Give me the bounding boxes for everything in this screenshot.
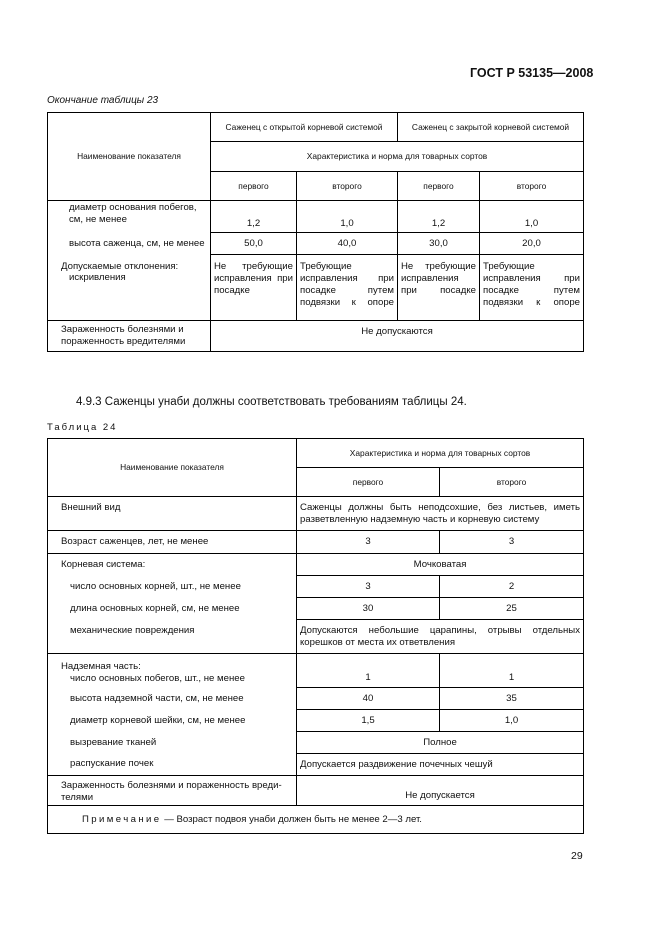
t24-row-label: вызревание тканей bbox=[48, 732, 297, 754]
t24-header-indicator: Наименование показателя bbox=[48, 439, 297, 497]
t24-cell: 1 bbox=[297, 654, 440, 688]
standard-header: ГОСТ Р 53135—2008 bbox=[470, 66, 594, 80]
note-text: — Возраст подвоя унаби должен быть не менее 2—3 лет. bbox=[164, 813, 422, 825]
t24-cell: Допускается раздвижение почечных чешуй bbox=[297, 754, 584, 776]
t24-row-label: Зараженность болезнями и пораженность вредителями bbox=[48, 776, 297, 806]
t23-header-closed-root: Саженец с закрытой корневой системой bbox=[398, 113, 584, 142]
table24-caption: Таблица 24 bbox=[47, 422, 118, 433]
t24-grade-first: первого bbox=[297, 468, 440, 497]
note-prefix: Примечание bbox=[82, 813, 162, 825]
table-note-row bbox=[48, 806, 584, 834]
t23-grade-second: второго bbox=[297, 172, 398, 201]
t23-cell: 1,2 bbox=[211, 201, 297, 233]
t24-note bbox=[48, 806, 584, 834]
table-row bbox=[48, 233, 584, 255]
t23-header-indicator: Наименование показателя bbox=[48, 113, 211, 201]
t23-row-label: диаметр основания побегов, см, не менее bbox=[48, 201, 211, 233]
t24-cell: 1,5 bbox=[297, 710, 440, 732]
t24-cell: 3 bbox=[297, 576, 440, 598]
paragraph-4-9-3: 4.9.3 Саженцы унаби должны соответствовать требованиям таблицы 24. bbox=[76, 396, 467, 408]
t24-cell: 2 bbox=[440, 576, 584, 598]
t23-curvature-label: искривления bbox=[69, 272, 126, 284]
t24-cell: 40 bbox=[297, 688, 440, 710]
t24-cell: Не допускается bbox=[297, 776, 584, 806]
table-row bbox=[48, 497, 584, 531]
t24-row-label: высота надземной части, см, не менее bbox=[48, 688, 297, 710]
t23-row-label: высота саженца, см, не менее bbox=[48, 233, 211, 255]
t23-header-open-root: Саженец с открытой корневой системой bbox=[211, 113, 398, 142]
t23-cell: 50,0 bbox=[211, 233, 297, 255]
t23-cell: Не требующие исправления при посадке bbox=[398, 255, 480, 321]
t23-cell: 1,0 bbox=[297, 201, 398, 233]
t24-row-label bbox=[48, 654, 297, 688]
table-row bbox=[48, 732, 584, 754]
t24-row-label: Внешний вид bbox=[48, 497, 297, 531]
t24-row-label: Возраст саженцев, лет, не менее bbox=[48, 531, 297, 554]
t24-shoots-label: число основных побегов, шт., не менее bbox=[70, 672, 245, 684]
t23-row-label: Зараженность болезнями и пораженность вредителями bbox=[48, 321, 211, 352]
t23-grade-first: первого bbox=[398, 172, 480, 201]
t24-row-label: распускание почек bbox=[48, 754, 297, 776]
t23-grade-first: первого bbox=[211, 172, 297, 201]
t23-cell: 1,0 bbox=[480, 201, 584, 233]
table-row bbox=[48, 321, 584, 352]
t23-cell: 40,0 bbox=[297, 233, 398, 255]
t24-cell: 35 bbox=[440, 688, 584, 710]
t23-row-label bbox=[48, 255, 211, 321]
table-row bbox=[48, 776, 584, 806]
t24-cell: Допускаются небольшие царапины, отрывы отдельных корешков от места их ответвления bbox=[297, 620, 584, 654]
table-row bbox=[48, 201, 584, 233]
table-row bbox=[48, 754, 584, 776]
t24-cell: 3 bbox=[297, 531, 440, 554]
t24-header-char-norm: Характеристика и норма для товарных сортов bbox=[297, 439, 584, 468]
t23-header-char-norm: Характеристика и норма для товарных сортов bbox=[211, 142, 584, 172]
t23-cell: 30,0 bbox=[398, 233, 480, 255]
t24-cell: Мочковатая bbox=[297, 554, 584, 576]
t23-grade-second: второго bbox=[480, 172, 584, 201]
t24-row-label: Корневая система: bbox=[48, 554, 297, 576]
table-23 bbox=[47, 112, 584, 352]
t24-cell: 1,0 bbox=[440, 710, 584, 732]
t24-row-label: длина основных корней, см, не менее bbox=[48, 598, 297, 620]
t24-row-label: механические повреждения bbox=[48, 620, 297, 654]
t23-cell: Требующие исправления при посадке путем подвязки к опоре bbox=[297, 255, 398, 321]
t24-cell: 25 bbox=[440, 598, 584, 620]
t24-cell: 30 bbox=[297, 598, 440, 620]
table-row bbox=[48, 654, 584, 688]
t24-cell: 3 bbox=[440, 531, 584, 554]
table-row bbox=[48, 576, 584, 598]
t24-row-label: диаметр корневой шейки, см, не менее bbox=[48, 710, 297, 732]
t23-cell: Требующие исправления при посадке путем подвязки к опоре bbox=[480, 255, 584, 321]
table-row bbox=[48, 554, 584, 576]
t23-deviations-label: Допускаемые отклонения: bbox=[61, 260, 179, 272]
t24-above-ground-label: Надземная часть: bbox=[61, 660, 141, 672]
t24-grade-second: второго bbox=[440, 468, 584, 497]
table-row bbox=[48, 710, 584, 732]
t24-cell: 1 bbox=[440, 654, 584, 688]
t23-cell: Не допускаются bbox=[211, 321, 584, 352]
page-number: 29 bbox=[571, 850, 583, 862]
table-row bbox=[48, 598, 584, 620]
t24-cell: Саженцы должны быть неподсохшие, без листьев, иметь разветвленную надземную часть и корневую систему bbox=[297, 497, 584, 531]
t23-cell: 1,2 bbox=[398, 201, 480, 233]
table-row bbox=[48, 688, 584, 710]
table-row bbox=[48, 620, 584, 654]
t23-cell: 20,0 bbox=[480, 233, 584, 255]
table23-caption: Окончание таблицы 23 bbox=[47, 95, 159, 106]
t24-cell: Полное bbox=[297, 732, 584, 754]
table-row bbox=[48, 255, 584, 321]
table-row bbox=[48, 531, 584, 554]
t24-row-label: число основных корней, шт., не менее bbox=[48, 576, 297, 598]
t23-cell: Не требующие исправления при посадке bbox=[211, 255, 297, 321]
table-24 bbox=[47, 438, 584, 834]
